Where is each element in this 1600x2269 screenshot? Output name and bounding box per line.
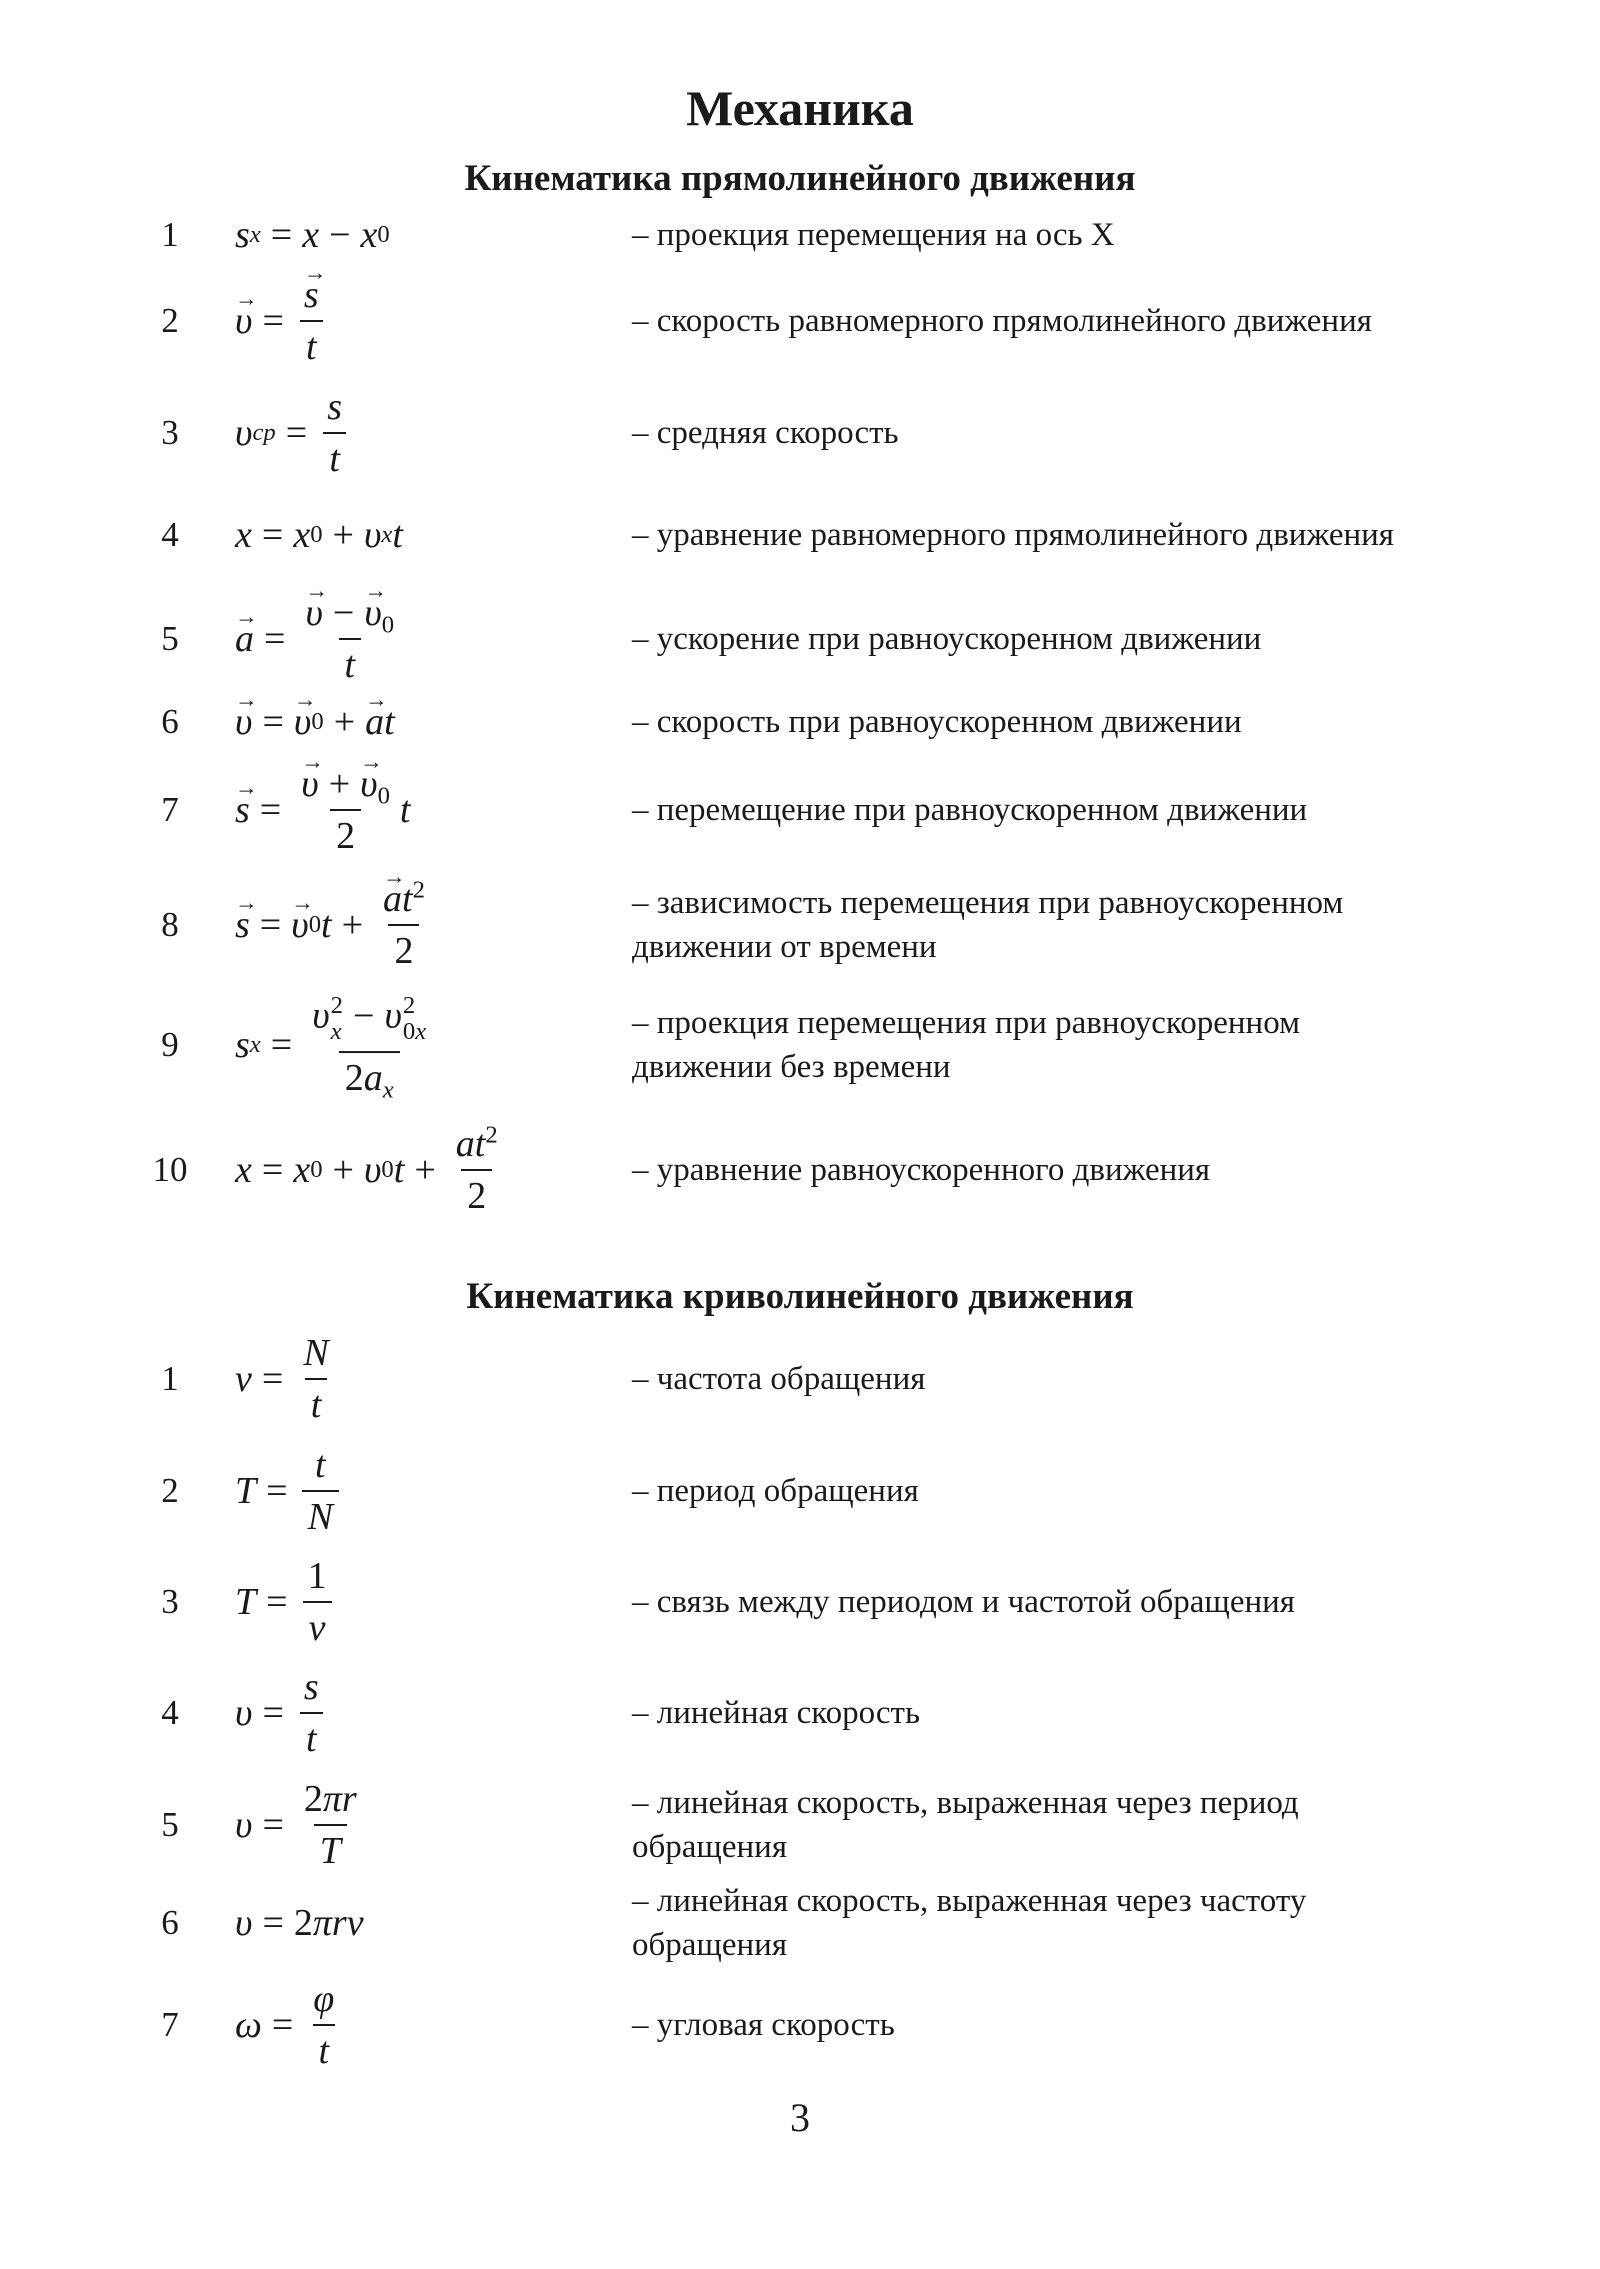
formula: x = x 0 + υ 0 t + $\frac{at^2}{2}$ [235,1121,498,1217]
formula-row [0,205,1600,265]
formula-description: – уравнение равноускоренного движения [632,1152,1211,1188]
formula-description: – линейная скорость, выраженная через период обращения [632,1785,1299,1865]
formula: → a = → $\frac{\upsilon -\to \upsilon_0}{t}$ [235,594,404,684]
formula-row [0,268,1600,374]
formula-description: – частота обращения [632,1361,926,1397]
formula-description: – скорость при равноускоренном движении [632,704,1242,740]
section-heading-linear: Кинематика прямолинейного движения [464,158,1136,199]
formula: υ = 2 πrν [235,1902,364,1944]
formula: ω = $\frac{\varphi}{t}$ [235,1978,335,2072]
formula-number: 6 [161,702,179,741]
formula-number: 1 [161,215,179,254]
formula-number: 4 [161,1693,179,1732]
formula-row [0,1970,1600,2080]
formula: → s = → $\frac{\upsilon +\to \upsilon_0}{2}$ t [235,765,410,855]
formula: T = $\frac{1}{\nu}$ [235,1557,337,1647]
formula: ν = $\frac{N}{t}$ [235,1332,329,1426]
formula-number: 6 [161,1903,179,1942]
formula-row [0,1110,1600,1230]
formula: υ = $\frac{s}{t}$ [235,1668,329,1758]
formula-row [0,868,1600,982]
formula-description: – проекция перемещения при равноускоренном движении без времени [632,1005,1300,1085]
formula-row [0,490,1600,580]
formula-number: 9 [161,1025,179,1064]
formula: x = x 0 + υ x t [235,514,403,556]
formula-number: 4 [161,515,179,554]
formula-number: 10 [152,1150,188,1189]
formula-description: – ускорение при равноускоренном движении [632,621,1262,657]
formula-number: 3 [161,1582,179,1621]
formula-description: – проекция перемещения на ось X [632,217,1115,253]
formula-row [0,1770,1600,1880]
formula-row [0,1658,1600,1768]
formula-row [0,380,1600,486]
formula-number: 3 [161,413,179,452]
formula-description: – зависимость перемещения при равноускоренном движении от времени [632,885,1344,965]
formula: → υ = → υ 0 + → a t [235,703,395,741]
formula-description: – угловая скорость [632,2007,895,2043]
formula-row [0,585,1600,693]
formula-number: 8 [161,905,179,944]
formula: s x = υ 2 x − υ 2 0x $2a_x$ [235,992,427,1104]
formula-description: – связь между периодом и частотой обращения [632,1584,1295,1620]
formula-description: – средняя скорость [632,415,899,451]
formula: υ = $\frac{2\pi r}{T}$ [235,1778,357,1872]
formula-description: – линейная скорость, выраженная через частоту обращения [632,1883,1307,1963]
formula-row [0,985,1600,1105]
formula-row [0,1876,1600,1970]
formula: υ ср = $\frac{s}{t}$ [235,388,352,478]
page-number: 3 [790,2095,810,2140]
formula-number: 7 [161,790,179,829]
formula: s x = x − x 0 [235,214,390,256]
formula-number: 5 [161,619,179,658]
formula-number: 1 [161,1359,179,1398]
formula: → s = → υ 0 t + → $\frac{at^2}{2}$ [235,880,435,970]
formula-description: – период обращения [632,1473,919,1509]
formula-row [0,755,1600,865]
page-title: Механика [686,80,914,136]
section-heading-curvilinear: Кинематика криволинейного движения [466,1276,1134,1317]
formula-description: – скорость равномерного прямолинейного движения [632,303,1372,339]
formula-description: – линейная скорость [632,1695,921,1731]
formula-row [0,1436,1600,1546]
formula-row [0,1547,1600,1657]
formula-description: – уравнение равномерного прямолинейного движения [632,517,1394,553]
formula-number: 7 [161,2005,179,2044]
formula-number: 2 [161,1471,179,1510]
formula-number: 2 [161,301,179,340]
formula: T = $\frac{t}{N}$ [235,1446,343,1536]
formula-description: – перемещение при равноускоренном движении [632,792,1308,828]
formula-row [0,1324,1600,1434]
formula-row [0,690,1600,754]
formula-number: 5 [161,1805,179,1844]
formula: → υ = → $\frac{s}{t}$ [235,276,329,366]
